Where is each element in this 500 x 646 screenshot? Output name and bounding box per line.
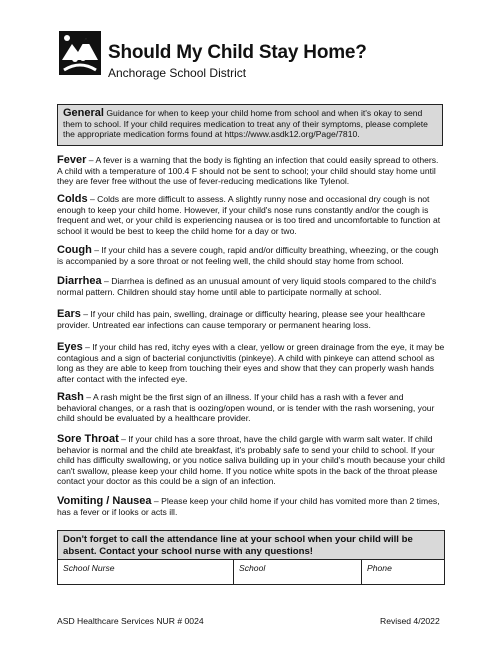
section-vomiting (57, 496, 445, 517)
section-heading: Eyes (57, 341, 83, 353)
section-text: – A rash might be the first sign of an illness. If your child has a rash with a fever and behavioral changes, or a rash that is oozing/open wound, or is tender with the rash worsening, your child should be evaluated by a healthcare provider. (57, 392, 435, 424)
attendance-reminder: Don't forget to call the attendance line at your school when your child will be absent. Contact your school nurse with any questions! (58, 531, 444, 560)
school-nurse-field[interactable]: School Nurse (58, 560, 234, 584)
section-heading: Diarrhea (57, 275, 102, 287)
section-colds (57, 194, 445, 236)
section-heading: Fever (57, 154, 87, 166)
section-text: – If your child has a sore throat, have the child gargle with warm salt water. If child behavior is normal and the child ate breakfast, it's probably safe to send your child to school. If your child has difficulty swallowing, or you notice saliva building up in your child's mouth because your child can't swallow, please keep your child home. If you notice white spots in the back of the throat please contact your doctor as this could be a sign of an infection. (57, 434, 445, 487)
section-heading: Rash (57, 391, 84, 403)
section-heading: Cough (57, 244, 92, 256)
contact-box (57, 530, 445, 585)
section-ears (57, 309, 445, 330)
section-text: – If your child has pain, swelling, drainage or difficulty hearing, please see your healthcare provider. Untreated ear infections can cause temporary or permanent hearing loss. (57, 309, 426, 330)
section-text: – Diarrhea is defined as an unusual amount of very liquid stools compared to the child's normal pattern. Children should stay home until able to participate normally at school. (57, 276, 437, 297)
section-sore-throat (57, 434, 445, 487)
section-heading: Vomiting / Nausea (57, 495, 152, 507)
contact-fields-row (58, 560, 444, 584)
general-guidance-box (57, 104, 443, 146)
section-heading: Ears (57, 308, 81, 320)
section-text: – If your child has a severe cough, rapid and/or difficulty breathing, wheezing, or the cough is accompanied by a sore throat or not feeling well, the child should stay home from school. (57, 245, 439, 266)
section-diarrhea (57, 276, 445, 297)
section-eyes (57, 342, 445, 384)
school-field[interactable]: School (234, 560, 362, 584)
form-number: ASD Healthcare Services NUR # 0024 (57, 616, 204, 626)
page-subtitle: Anchorage School District (108, 66, 247, 80)
section-text: – If your child has red, itchy eyes with a clear, yellow or green drainage from the eye, it may be contagious and a sign of bacterial conjunctivitis (pinkeye). A child with pinkeye can attend school as long as they are able to keep from touching their eyes and show that they can properly wash hands after contact with the infected eye. (57, 342, 445, 384)
section-fever (57, 155, 445, 187)
general-lead: General (63, 107, 104, 119)
section-cough (57, 245, 445, 266)
section-text: – A fever is a warning that the body is fighting an infection that could easily spread to others. A child with a temperature of 100.4 F should not be sent to school; your child should stay home until they are fever free without the use of fever-reducing medications like Tylenol. (57, 155, 439, 187)
document-header (58, 30, 458, 82)
revision-date: Revised 4/2022 (380, 616, 440, 626)
section-heading: Colds (57, 193, 88, 205)
phone-field[interactable]: Phone (367, 563, 392, 573)
section-rash (57, 392, 445, 424)
asd-mountain-logo-icon (58, 30, 102, 76)
general-text: Guidance for when to keep your child home from school and when it's okay to send them to school. If your child requires medication to treat any of their symptoms, please complete the appropriate medication forms found at https://www.asdk12.org/Page/7810. (63, 108, 428, 139)
section-heading: Sore Throat (57, 433, 119, 445)
section-text: – Please keep your child home if your child has vomited more than 2 times, has a fever or if looks or acts ill. (57, 496, 440, 517)
page-title: Should My Child Stay Home? (108, 42, 367, 63)
section-text: – Colds are more difficult to assess. A slightly runny nose and occasional dry cough is not enough to keep your child home. However, if your child's nose runs constantly and/or the cough is frequent and wet, or your child is experiencing nausea or is too tired and uncomfortable to function at school it would be best to keep the child home for a day or two. (57, 194, 441, 236)
